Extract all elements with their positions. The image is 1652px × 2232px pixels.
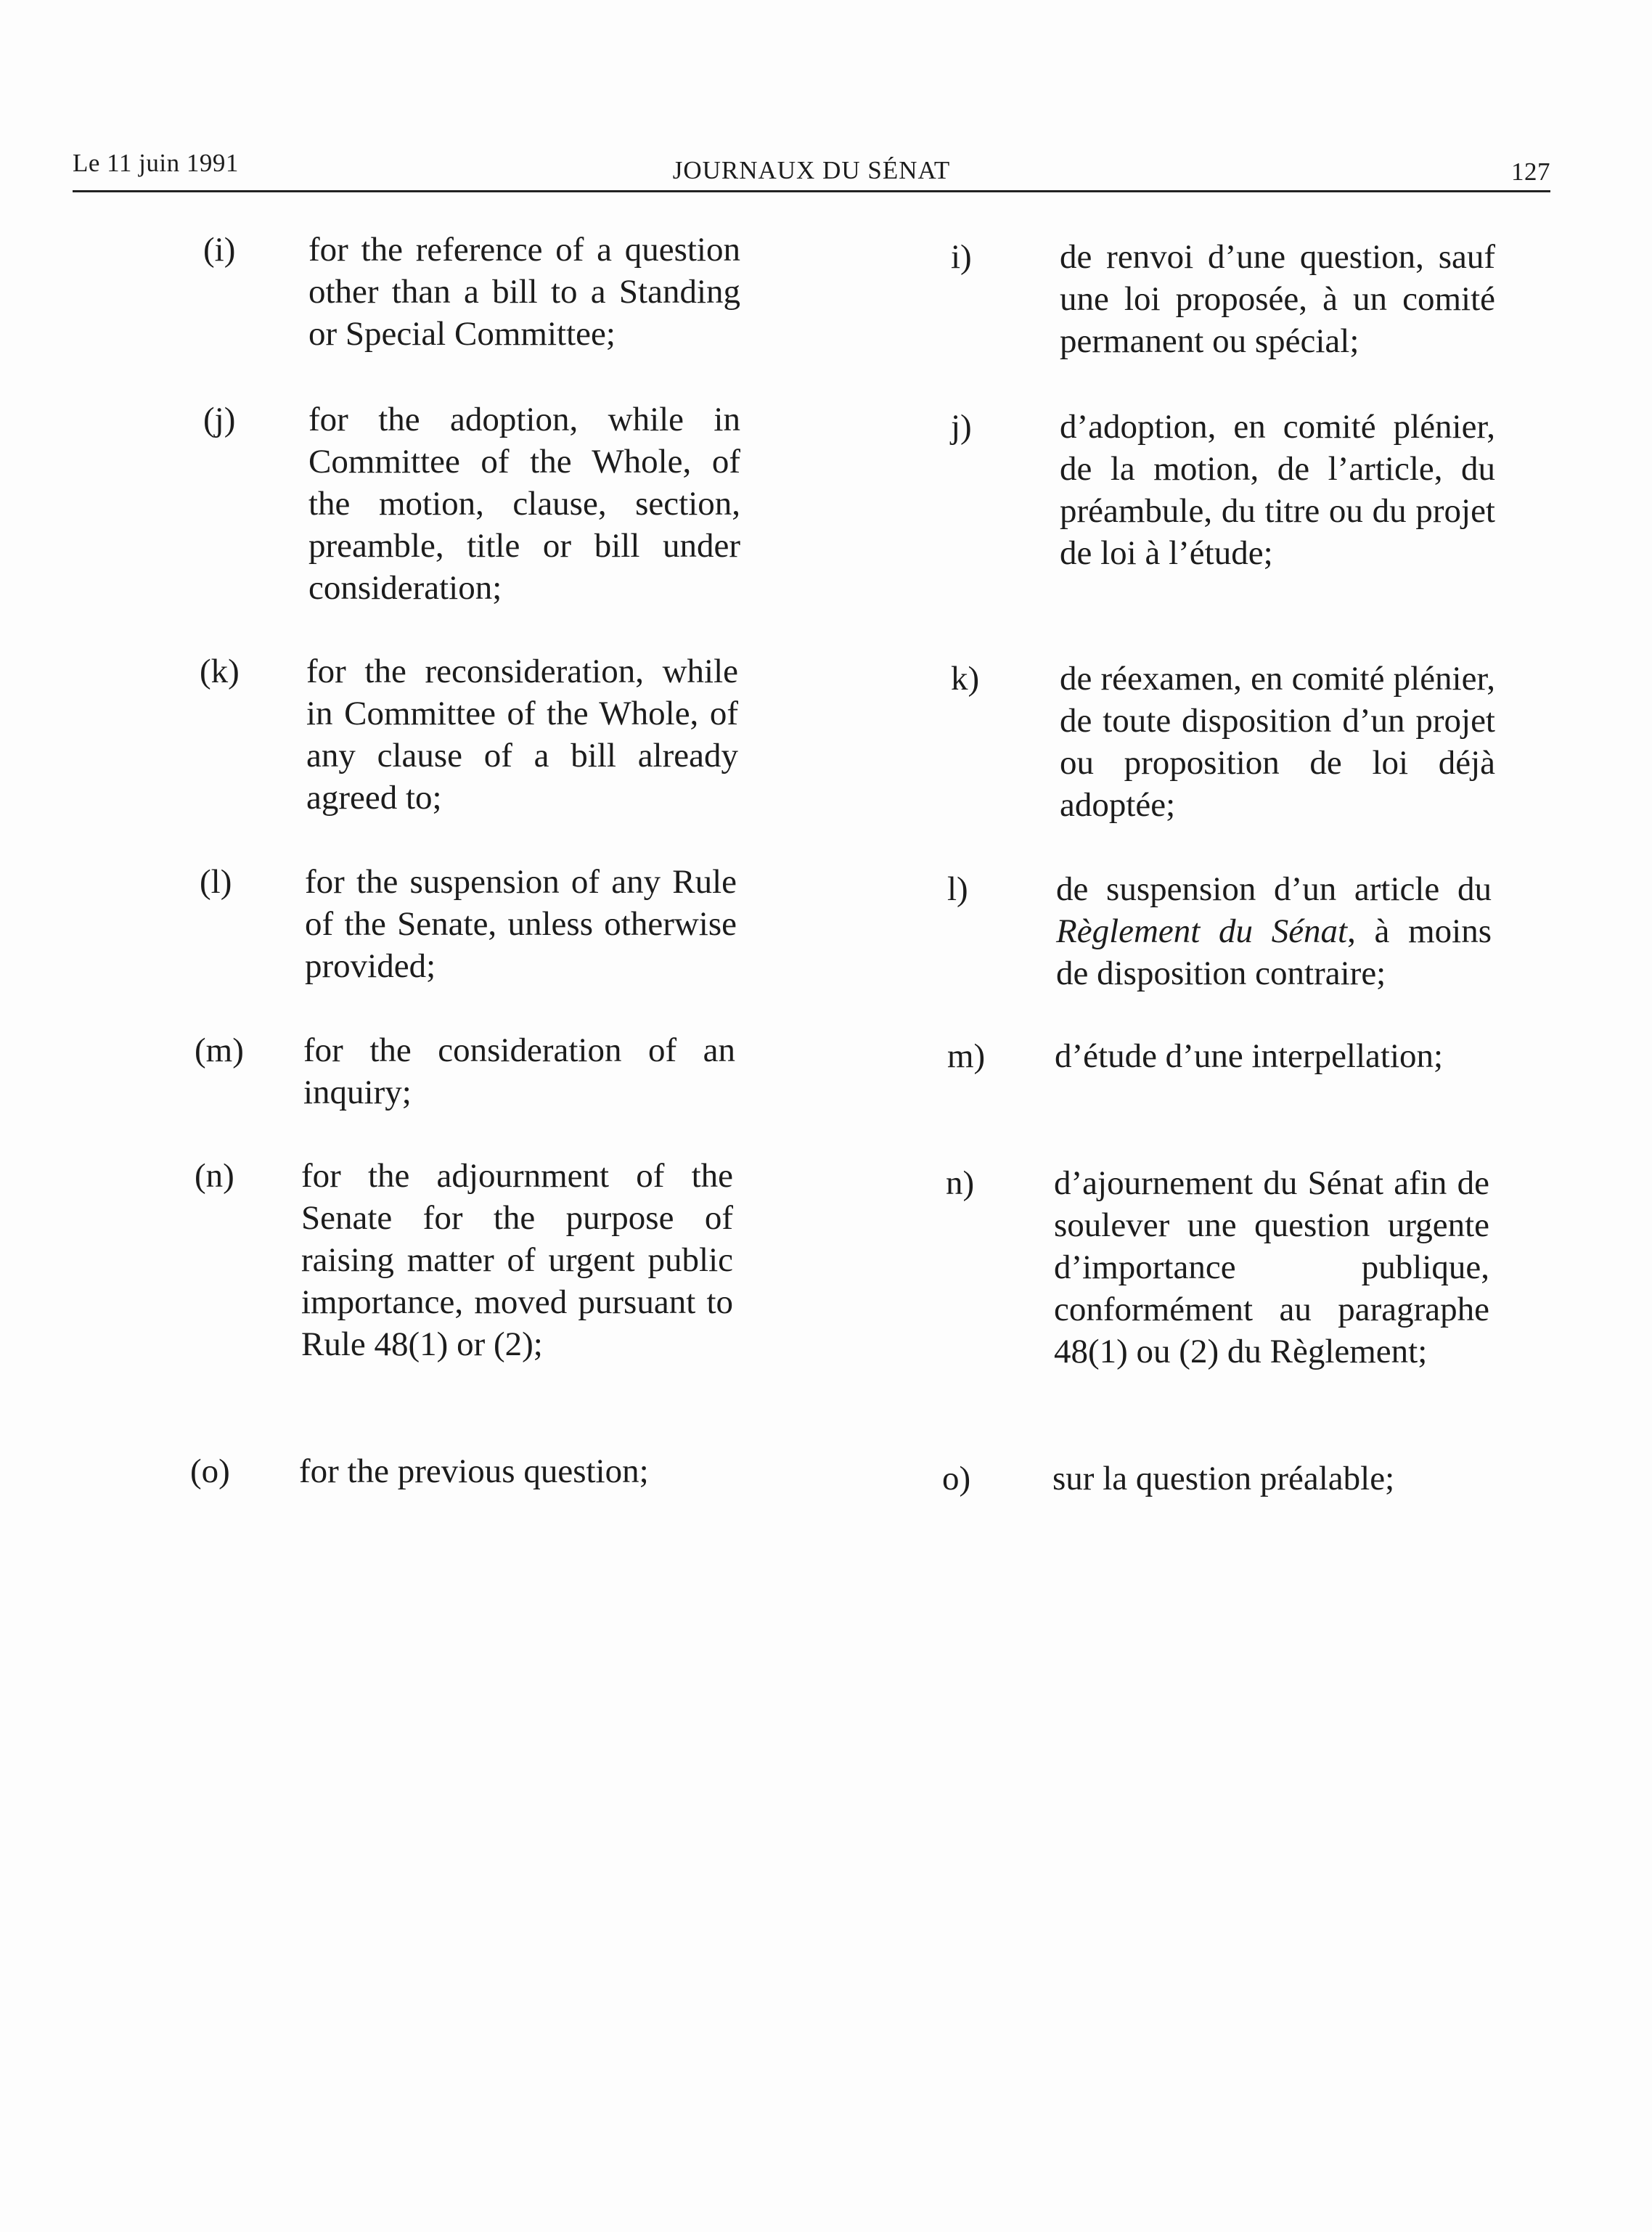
english-text: for the previous question; [299, 1452, 649, 1490]
english-label: (n) [195, 1157, 234, 1195]
english-label: (m) [195, 1031, 244, 1069]
french-text: d’adoption, en comité plénier, de la motion, de l’article, du préambule, du titre ou du projet de loi à l’étude; [1060, 408, 1495, 572]
french-label: i) [951, 238, 972, 276]
french-label: n) [946, 1164, 975, 1202]
french-text-part: de suspension d’un article du [1056, 870, 1492, 908]
english-label: (j) [203, 401, 236, 438]
french-text-part: , à moins de disposition contraire; [1056, 912, 1492, 992]
english-text: for the reference of a question other than a bill to a Standing or Special Committee; [308, 231, 740, 353]
english-text: for the suspension of any Rule of the Senate, unless otherwise provided; [305, 863, 737, 985]
english-text: for the adoption, while in Committee of the Whole, of the motion, clause, section, preamble, title or bill under consideration; [308, 401, 740, 607]
french-text: d’étude d’une interpellation; [1055, 1037, 1444, 1075]
english-label: (i) [203, 231, 236, 269]
english-label: (l) [200, 863, 232, 901]
header-date: Le 11 juin 1991 [73, 149, 239, 177]
french-label: k) [951, 660, 980, 698]
french-label: l) [947, 870, 968, 908]
header-rule [73, 190, 1550, 192]
french-label: m) [947, 1037, 986, 1075]
english-label: (k) [200, 653, 240, 690]
english-label: (o) [190, 1452, 230, 1490]
french-text [1056, 868, 1492, 994]
page-header [73, 149, 1550, 192]
french-label: j) [951, 408, 972, 446]
french-label: o) [942, 1460, 971, 1497]
french-text: de renvoi d’une question, sauf une loi proposée, à un comité permanent ou spécial; [1060, 238, 1495, 360]
english-text: for the adjournment of the Senate for the purpose of raising matter of urgent public importance, moved pursuant to Rule 48(1) or (2); [301, 1157, 733, 1363]
french-text-italic: Règlement du Sénat [1056, 912, 1348, 950]
french-text: de réexamen, en comité plénier, de toute disposition d’un projet ou proposition de loi déjà adoptée; [1060, 660, 1495, 824]
header-journal-title: JOURNAUX DU SÉNAT [672, 156, 951, 184]
english-text: for the reconsideration, while in Committee of the Whole, of any clause of a bill already agreed to; [306, 653, 738, 817]
english-text: for the consideration of an inquiry; [303, 1031, 735, 1111]
french-text: d’ajournement du Sénat afin de soulever une question urgente d’importance publique, conformément au paragraphe 48(1) ou (2) du Règlement; [1054, 1164, 1489, 1370]
french-text: sur la question préalable; [1052, 1460, 1395, 1497]
header-page-number: 127 [1511, 158, 1550, 186]
